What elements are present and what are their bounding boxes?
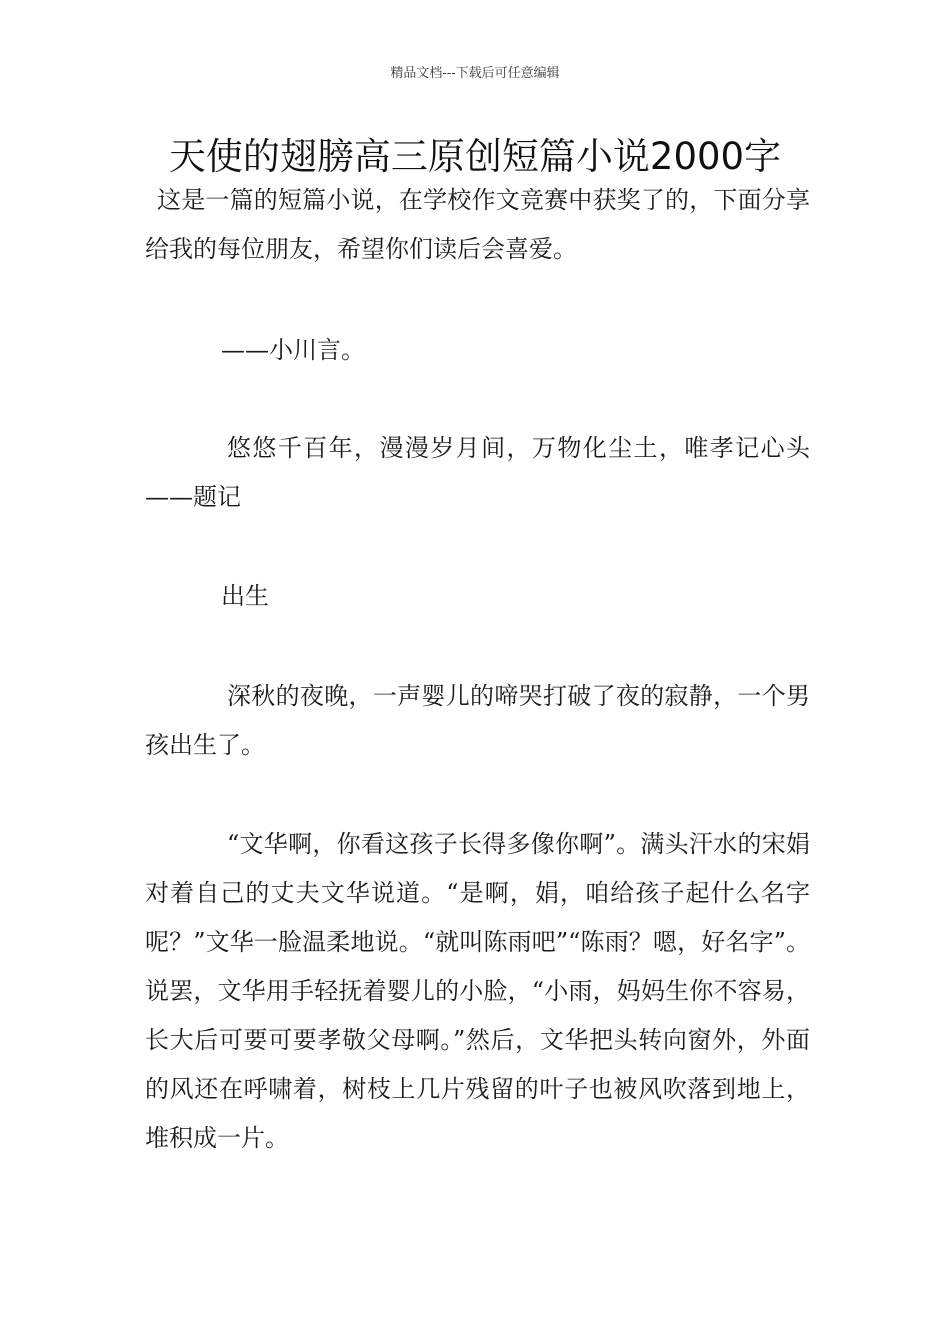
section-heading: 出生	[221, 582, 269, 610]
epigraph-paragraph: 悠悠千百年，漫漫岁月间，万物化尘土，唯孝记心头——题记	[145, 434, 810, 511]
intro-paragraph: 这是一篇的短篇小说，在学校作文竞赛中获奖了的，下面分享给我的每位朋友，希望你们读后会喜爱。	[145, 186, 810, 263]
document-title: 天使的翅膀高三原创短篇小说2000字	[168, 135, 782, 178]
dialogue-paragraph: “文华啊，你看这孩子长得多像你啊”。满头汗水的宋娟对着自己的丈夫文华说道。“是啊，娟，咱给孩子起什么名字呢？”文华一脸温柔地说。“就叫陈雨吧”“陈雨？嗯，好名字”。说罢，文华用手轻抚着婴儿的小脸，“小雨，妈妈生你不容易，长大后可要可要孝敬父母啊。”然后，文华把头转向窗外，外面的风还在呼啸着，树枝上几片残留的叶子也被风吹落到地上，堆积成一片。	[145, 830, 810, 1152]
page-header: 精品文档---下载后可任意编辑	[390, 66, 560, 81]
birth-paragraph: 深秋的夜晚，一声婴儿的啼哭打破了夜的寂静，一个男孩出生了。	[145, 682, 810, 759]
author-signature: ——小川言。	[221, 336, 365, 364]
